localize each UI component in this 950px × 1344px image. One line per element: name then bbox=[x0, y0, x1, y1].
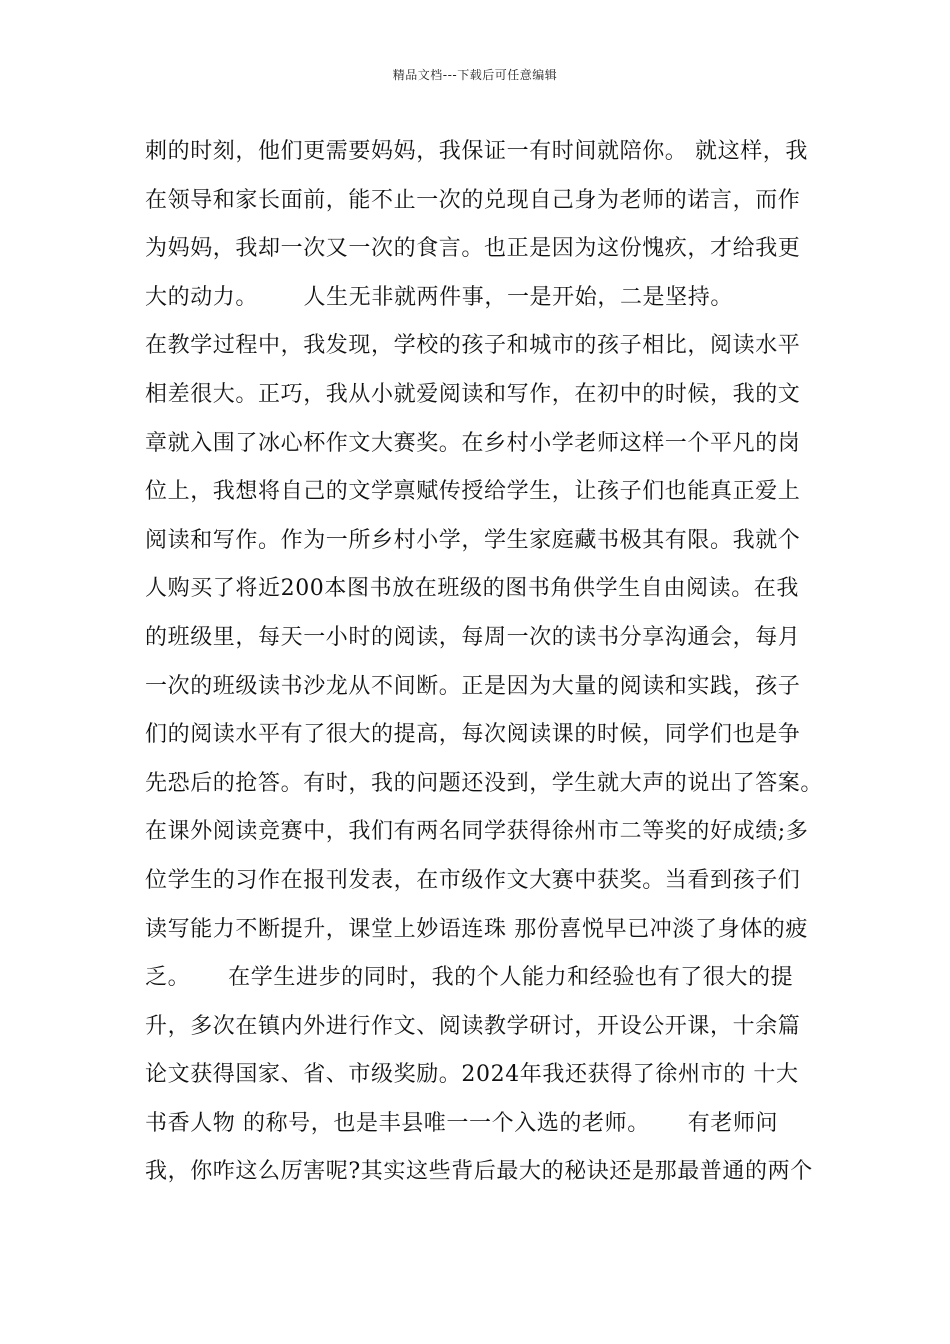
text-line: 为妈妈，我却一次又一次的食言。也正是因为这份愧疚，才给我更 bbox=[145, 236, 801, 262]
text-line: 我，你咋这么厉害呢?其实这些背后最大的秘诀还是那最普通的两个 bbox=[145, 1159, 813, 1185]
text-line: 的班级里，每天一小时的阅读，每周一次的读书分享沟通会，每月 bbox=[145, 624, 801, 650]
document-body bbox=[145, 134, 825, 1203]
text-line: 们的阅读水平有了很大的提高，每次阅读课的时候，同学们也是争 bbox=[145, 722, 801, 748]
text-line: 位学生的习作在报刊发表，在市级作文大赛中获奖。当看到孩子们 bbox=[145, 867, 801, 893]
text-line: 论文获得国家、省、市级奖励。2024年我还获得了徐州市的 十大 bbox=[145, 1062, 799, 1088]
text-line: 人购买了将近200本图书放在班级的图书角供学生自由阅读。在我 bbox=[145, 576, 799, 602]
text-line: 位上，我想将自己的文学禀赋传授给学生，让孩子们也能真正爱上 bbox=[145, 479, 801, 505]
page-header: 精品文档---下载后可任意编辑 bbox=[392, 68, 558, 82]
text-line: 一次的班级读书沙龙从不间断。正是因为大量的阅读和实践，孩子 bbox=[145, 673, 801, 699]
text-line: 在课外阅读竞赛中，我们有两名同学获得徐州市二等奖的好成绩;多 bbox=[145, 819, 809, 845]
text-line: 读写能力不断提升，课堂上妙语连珠 那份喜悦早已冲淡了身体的疲 bbox=[145, 916, 808, 942]
text-line: 乏。 在学生进步的同时，我的个人能力和经验也有了很大的提 bbox=[145, 965, 794, 991]
text-line: 大的动力。 人生无非就两件事，一是开始，二是坚持。 bbox=[145, 284, 733, 310]
text-line: 书香人物 的称号，也是丰县唯一一个入选的老师。 有老师问 bbox=[145, 1110, 779, 1136]
text-line: 升，多次在镇内外进行作文、阅读教学研讨，开设公开课，十余篇 bbox=[145, 1013, 801, 1039]
text-line: 在领导和家长面前，能不止一次的兑现自己身为老师的诺言，而作 bbox=[145, 187, 801, 213]
text-line: 章就入围了冰心杯作文大赛奖。在乡村小学老师这样一个平凡的岗 bbox=[145, 430, 801, 456]
text-line: 刺的时刻，他们更需要妈妈，我保证一有时间就陪你。 就这样，我 bbox=[145, 139, 808, 164]
text-line: 先恐后的抢答。有时，我的问题还没到，学生就大声的说出了答案。 bbox=[145, 770, 824, 796]
text-line: 在教学过程中，我发现，学校的孩子和城市的孩子相比，阅读水平 bbox=[145, 333, 801, 359]
text-line: 相差很大。正巧，我从小就爱阅读和写作，在初中的时候，我的文 bbox=[145, 381, 801, 407]
text-line: 阅读和写作。作为一所乡村小学，学生家庭藏书极其有限。我就个 bbox=[145, 527, 801, 553]
